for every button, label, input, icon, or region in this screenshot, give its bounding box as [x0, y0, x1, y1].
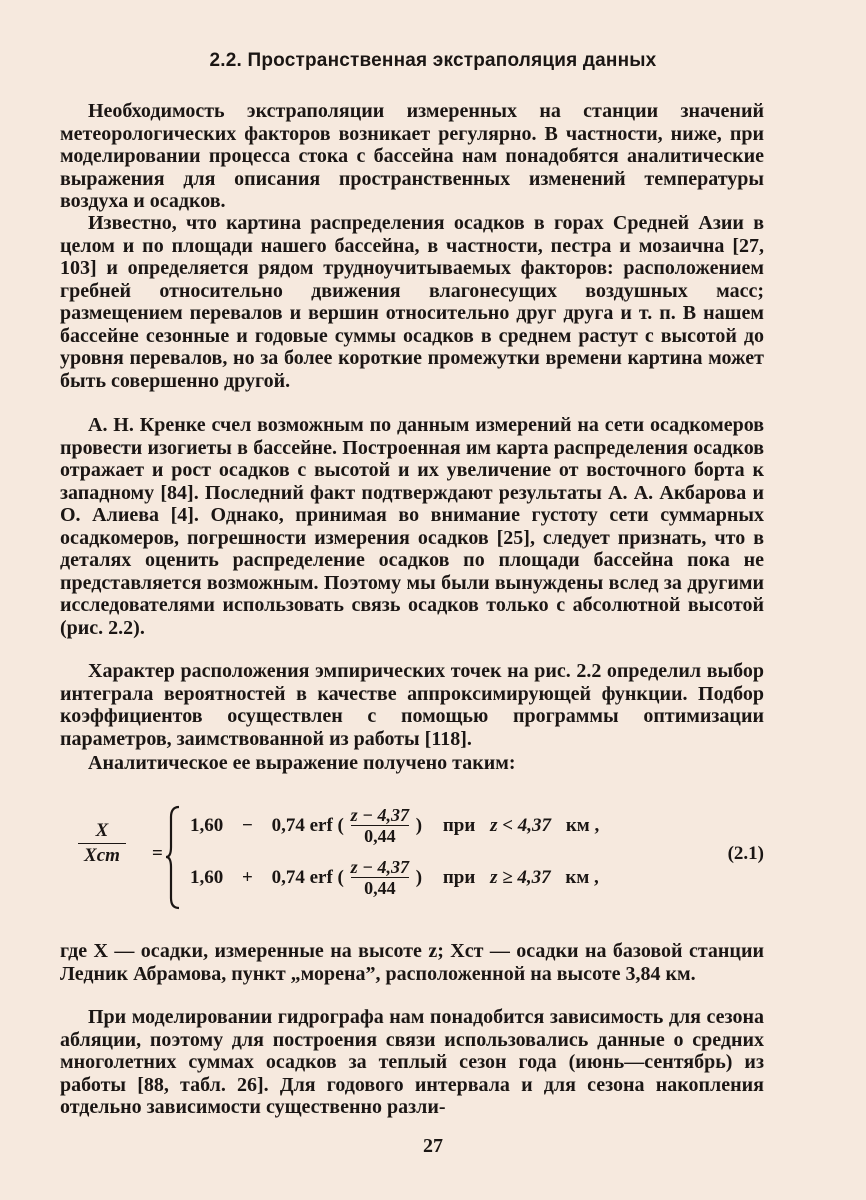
page-number: 27 — [423, 1135, 443, 1157]
lhs-denominator: Xст — [84, 845, 120, 866]
case-2-fraction: $\frac{z - 4,37}{0,44}$ — [350, 857, 410, 898]
paragraph-2: Известно, что картина распределения осадков в горах Средней Азии в целом и по площади нашего бассейна, в частности, пестра и мозаична [27, 103] и определяется рядом трудноучитываемых факторов: расположением гребней относительно движения влагонесущих воздушных масс; размещением перевалов и вершин относительно друг друга и т. п. В нашем бассейне сезонные и годовые суммы осадков в среднем растут с высотой до уровня перевалов, но за более короткие промежутки времени картина может быть совершенно другой. — [60, 212, 764, 392]
paragraph-1: Необходимость экстраполяции измеренных на станции значений метеорологических факторов возникает регулярно. В частности, ниже, при моделировании процесса стока с бассейна нам понадобятся аналитические выражения для описания пространственных изменений температуры воздуха и осадков. — [60, 100, 764, 212]
equation-case-1: 1,60 − 0,74 erf ( $\frac{z - 4,37}{0,44}$ ) при z < 4,37 км , — [190, 805, 600, 846]
section-heading: 2.2. Пространственная экстраполяция данных — [209, 50, 657, 71]
case-1-fraction: $\frac{z - 4,37}{0,44}$ — [350, 805, 410, 846]
equation-case-2: 1,60 + 0,74 erf ( $\frac{z - 4,37}{0,44}$ ) при z ≥ 4,37 км , — [190, 857, 599, 898]
equation-2-1 — [60, 795, 764, 915]
lhs-numerator: X — [95, 820, 109, 841]
paragraph-4: Характер расположения эмпирических точек на рис. 2.2 определил выбор интеграла вероятностей в качестве аппроксимирующей функции. Подбор коэффициентов осуществлен с помощью программы оптимизации параметров, заимствованной из работы [118]. — [60, 660, 764, 750]
equation-number: (2.1) — [727, 843, 764, 864]
lhs-fraction — [78, 820, 126, 867]
equals-sign: = — [152, 843, 163, 864]
left-brace-icon — [164, 805, 182, 910]
paragraph-5: Аналитическое ее выражение получено таким: — [88, 752, 516, 774]
paragraph-7: При моделировании гидрографа нам понадобится зависимость для сезона абляции, поэтому для построения связи использовались данные о средних многолетних суммах осадков за теплый сезон года (июнь—сентябрь) из работы [88, табл. 26]. Для годового интервала и для сезона накопления отдельно зависимости существенно разли- — [60, 1006, 764, 1118]
paragraph-6: где X — осадки, измеренные на высоте z; Xст — осадки на базовой станции Ледник Абрамова, пункт „морена”, расположенной на высоте 3,84 км. — [60, 940, 764, 985]
paragraph-3: А. Н. Кренке счел возможным по данным измерений на сети осадкомеров провести изогиеты в бассейне. Построенная им карта распределения осадков отражает и рост осадков с высотой и их увеличение от восточного борта к западному [84]. Последний факт подтверждают результаты А. А. Акбарова и О. Алиева [4]. Однако, принимая во внимание густоту сети суммарных осадкомеров, погрешности измерения осадков [25], следует признать, что в деталях оценить распределение осадков по площади бассейна пока не представляется возможным. Поэтому мы были вынуждены вслед за другими исследователями использовать связь осадков только с абсолютной высотой (рис. 2.2). — [60, 414, 764, 639]
